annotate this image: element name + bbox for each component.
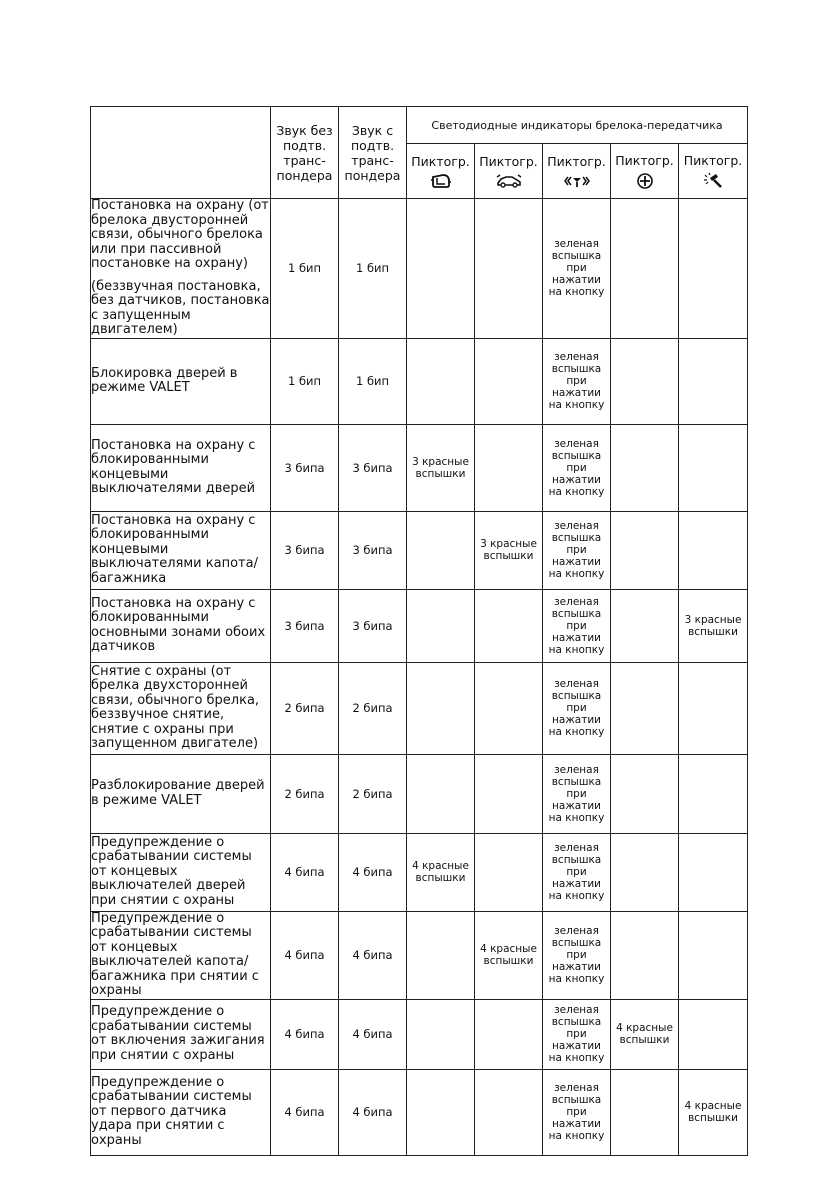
header-pictogram-door [407,144,475,199]
sound-no-transponder-cell: 3 бипа [271,511,339,589]
led-cell-pictogram-3 [543,833,611,911]
table-row [91,424,748,511]
led-cell-pictogram-2 [475,833,543,911]
led-cell-pictogram-3 [543,999,611,1069]
red-flashes-text: 4 красные вспышки [684,1100,742,1124]
led-cell-pictogram-2 [475,754,543,833]
led-cell-pictogram-3 [543,511,611,589]
led-cell-pictogram-3 [543,911,611,999]
led-cell-pictogram-5 [679,589,748,662]
green-flash-text: зеленая вспышка при нажатии на кнопку [548,437,605,498]
row-description [91,999,271,1069]
green-flash-text: зеленая вспышка при нажатии на кнопку [548,842,605,902]
led-cell-pictogram-1 [407,1069,475,1155]
pictogram-label: Пиктогр. [547,153,606,169]
red-flashes-text: 4 красные вспышки [480,943,537,967]
red-flashes-text: 3 красные вспышки [412,455,469,480]
sound-with-transponder-cell: 4 бипа [339,911,407,999]
led-cell-pictogram-1 [407,511,475,589]
green-flash-text: зеленая вспышка при нажатии на кнопку [548,1004,605,1064]
table-row [91,1069,748,1155]
led-cell-pictogram-5 [679,338,748,424]
led-cell-pictogram-5 [679,511,748,589]
antenna-icon [563,173,591,189]
led-cell-pictogram-1 [407,424,475,511]
row-description-text: Предупреждение о срабатывании системы от концевых выключателей дверей при снятии с охраны [91,834,252,908]
table-row [91,911,748,999]
led-cell-pictogram-4 [611,662,679,754]
row-description-text: (беззвучная постановка, без датчиков, постановка с запущенным двигателем) [91,278,270,337]
led-cell-pictogram-1 [407,338,475,424]
led-cell-pictogram-5 [679,1069,748,1155]
door-icon [429,173,453,189]
led-cell-pictogram-5 [679,999,748,1069]
row-description [91,589,271,662]
green-flash-text: зеленая вспышка при нажатии на кнопку [548,520,605,580]
led-cell-pictogram-2 [475,338,543,424]
row-description-text: Предупреждение о срабатывании системы от концевых выключателей капота/багажника при снятии с охраны [91,910,259,998]
led-cell-pictogram-3 [543,199,611,339]
header-pictogram-antenna [543,144,611,199]
car-hood-icon [496,173,522,189]
led-cell-pictogram-4 [611,833,679,911]
led-cell-pictogram-3 [543,338,611,424]
signals-table [90,106,748,1156]
led-cell-pictogram-1 [407,833,475,911]
green-flash-text: зеленая вспышка при нажатии на кнопку [548,351,605,411]
green-flash-text: зеленая вспышка при нажатии на кнопку [548,1082,605,1142]
led-cell-pictogram-1 [407,199,475,339]
sound-no-transponder-cell: 4 бипа [271,833,339,911]
red-flashes-text: 4 красные вспышки [616,1022,673,1046]
row-description-text: Постановка на охрану (от брелока двусторонней связи, обычного брелока или при пассивной постановке на охрану) [91,198,269,271]
red-flashes-text: 4 красные вспышки [412,860,469,884]
led-cell-pictogram-3 [543,424,611,511]
row-description [91,424,271,511]
sound-no-transponder-cell: 1 бип [271,199,339,339]
sound-with-transponder-cell: 1 бип [339,338,407,424]
led-cell-pictogram-1 [407,589,475,662]
sound-with-transponder-cell: 1 бип [339,199,407,339]
row-description [91,199,271,339]
led-cell-pictogram-2 [475,662,543,754]
sound-with-transponder-cell: 2 бипа [339,662,407,754]
pictogram-label: Пиктогр. [411,153,470,169]
table-row [91,662,748,754]
row-description-text: Блокировка дверей в режиме VALET [91,365,238,395]
table-body [91,199,748,1156]
sound-no-transponder-cell: 4 бипа [271,1069,339,1155]
header-pictogram-ignition [611,144,679,199]
table-row [91,754,748,833]
led-cell-pictogram-5 [679,662,748,754]
shock-sensor-icon [702,172,724,190]
green-flash-text: зеленая вспышка при нажатии на кнопку [548,595,605,656]
sound-no-transponder-cell: 2 бипа [271,662,339,754]
row-description [91,338,271,424]
sound-with-transponder-cell: 4 бипа [339,999,407,1069]
sound-with-transponder-cell: 3 бипа [339,511,407,589]
header-row-top [91,107,748,144]
led-cell-pictogram-4 [611,338,679,424]
row-description-text: Постановка на охрану с блокированными концевыми выключателями дверей [91,437,256,496]
table-row [91,999,748,1069]
led-cell-pictogram-4 [611,999,679,1069]
header-empty-cell [91,107,271,199]
led-cell-pictogram-5 [679,424,748,511]
pictogram-label: Пиктогр. [479,153,538,169]
led-cell-pictogram-4 [611,199,679,339]
sound-no-transponder-cell: 2 бипа [271,754,339,833]
led-cell-pictogram-2 [475,911,543,999]
row-description [91,511,271,589]
led-cell-pictogram-4 [611,511,679,589]
led-cell-pictogram-2 [475,424,543,511]
header-pictogram-hood [475,144,543,199]
red-flashes-text: 3 красные вспышки [684,613,742,638]
led-cell-pictogram-2 [475,999,543,1069]
row-description-text: Постановка на охрану с блокированными основными зонами обоих датчиков [91,595,266,654]
sound-with-transponder-cell: 4 бипа [339,833,407,911]
row-description [91,1069,271,1155]
sound-no-transponder-cell: 4 бипа [271,999,339,1069]
row-description-text: Снятие с охраны (от брелка двухсторонней связи, обычного брелка, беззвучное снятие, снятие с охраны при запущенном двигателе) [91,663,260,751]
led-cell-pictogram-1 [407,754,475,833]
header-pictogram-shock [679,144,748,199]
row-description [91,662,271,754]
row-description-text: Предупреждение о срабатывании системы от включения зажигания при снятии с охраны [91,1004,265,1063]
table-row [91,199,748,339]
table-row [91,511,748,589]
row-description-text: Разблокирование дверей в режиме VALET [91,778,265,808]
header-sound-with-transponder: Звук с подтв. транс-пондера [339,107,407,199]
led-cell-pictogram-3 [543,589,611,662]
red-flashes-text: 3 красные вспышки [480,538,537,562]
sound-with-transponder-cell: 2 бипа [339,754,407,833]
led-cell-pictogram-3 [543,662,611,754]
green-flash-text: зеленая вспышка при нажатии на кнопку [548,925,605,985]
pictogram-label: Пиктогр. [615,152,674,168]
led-cell-pictogram-5 [679,911,748,999]
table-row [91,338,748,424]
row-description [91,911,271,999]
green-flash-text: зеленая вспышка при нажатии на кнопку [548,763,605,824]
row-description-text: Постановка на охрану с блокированными концевыми выключателями капота/ багажника [91,512,258,586]
green-flash-text: зеленая вспышка при нажатии на кнопку [548,678,605,738]
sound-no-transponder-cell: 3 бипа [271,424,339,511]
led-cell-pictogram-2 [475,1069,543,1155]
sound-no-transponder-cell: 3 бипа [271,589,339,662]
led-cell-pictogram-4 [611,589,679,662]
led-cell-pictogram-4 [611,1069,679,1155]
row-description [91,754,271,833]
led-cell-pictogram-2 [475,589,543,662]
sound-no-transponder-cell: 1 бип [271,338,339,424]
led-cell-pictogram-2 [475,511,543,589]
led-cell-pictogram-4 [611,911,679,999]
led-cell-pictogram-1 [407,662,475,754]
header-led-indicators: Светодиодные индикаторы брелока-передатчика [407,107,748,144]
sound-with-transponder-cell: 4 бипа [339,1069,407,1155]
led-cell-pictogram-5 [679,199,748,339]
led-cell-pictogram-3 [543,754,611,833]
led-cell-pictogram-1 [407,999,475,1069]
led-cell-pictogram-1 [407,911,475,999]
header-sound-no-transponder: Звук без подтв. транс-пондера [271,107,339,199]
sound-with-transponder-cell: 3 бипа [339,589,407,662]
led-cell-pictogram-5 [679,833,748,911]
row-description [91,833,271,911]
led-cell-pictogram-2 [475,199,543,339]
row-description-text: Предупреждение о срабатывании системы от первого датчика удара при снятии с охраны [91,1074,252,1148]
led-cell-pictogram-4 [611,754,679,833]
sound-with-transponder-cell: 3 бипа [339,424,407,511]
led-cell-pictogram-3 [543,1069,611,1155]
sound-no-transponder-cell: 4 бипа [271,911,339,999]
led-cell-pictogram-4 [611,424,679,511]
table-row [91,589,748,662]
led-cell-pictogram-5 [679,754,748,833]
table-row [91,833,748,911]
green-flash-text: зеленая вспышка при нажатии на кнопку [548,238,605,299]
ignition-icon [636,172,654,190]
pictogram-label: Пиктогр. [683,152,743,168]
